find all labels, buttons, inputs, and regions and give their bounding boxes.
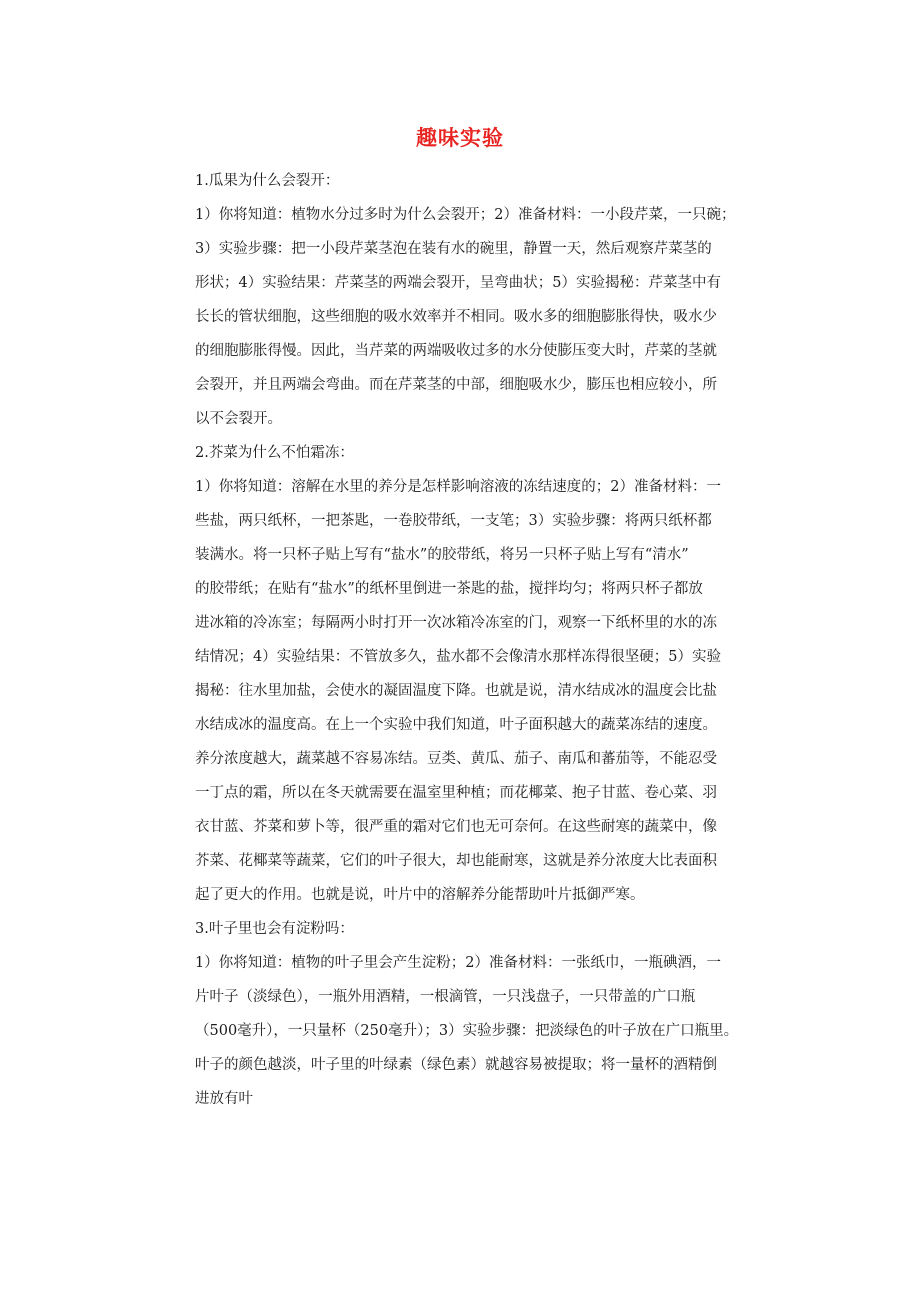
- body-line: 芥菜、花椰菜等蔬菜，它们的叶子很大，却也能耐寒，这就是养分浓度大比表面积: [195, 853, 717, 869]
- body-line: 1）你将知道：植物的叶子里会产生淀粉；2）准备材料：一张纸巾，一瓶碘酒，一: [195, 955, 721, 971]
- body-line: 的胶带纸；在贴有“盐水”的纸杯里倒进一茶匙的盐，搅拌均匀；将两只杯子都放: [195, 581, 703, 597]
- body-line: 结情况；4）实验结果：不管放多久，盐水都不会像清水那样冻得很坚硬；5）实验: [195, 649, 721, 665]
- body-line: 进冰箱的冷冻室；每隔两小时打开一次冰箱冷冻室的门，观察一下纸杯里的水的冻: [195, 615, 717, 631]
- body-line: 进放有叶: [195, 1091, 253, 1107]
- section-heading-1: 1.瓜果为什么会裂开：: [195, 173, 340, 189]
- body-line: 长长的管状细胞，这些细胞的吸水效率并不相同。吸水多的细胞膨胀得快，吸水少: [195, 309, 717, 325]
- page-title: 趣味实验: [416, 126, 504, 150]
- body-line: 1）你将知道：植物水分过多时为什么会裂开；2）准备材料：一小段芹菜，一只碗；: [195, 207, 736, 223]
- body-line: 装满水。将一只杯子贴上写有“盐水”的胶带纸，将另一只杯子贴上写有“清水”: [195, 547, 689, 563]
- body-line: 1）你将知道：溶解在水里的养分是怎样影响溶液的冻结速度的；2）准备材料：一: [195, 479, 721, 495]
- body-line: 会裂开，并且两端会弯曲。而在芹菜茎的中部，细胞吸水少，膨压也相应较小，所: [195, 377, 717, 393]
- body-line: 的细胞膨胀得慢。因此，当芹菜的两端吸收过多的水分使膨压变大时，芹菜的茎就: [195, 343, 717, 359]
- body-line: 片叶子（淡绿色），一瓶外用酒精，一根滴管，一只浅盘子，一只带盖的广口瓶: [195, 989, 696, 1005]
- body-line: 些盐，两只纸杯，一把茶匙，一卷胶带纸，一支笔；3）实验步骤：将两只纸杯都: [195, 513, 712, 529]
- body-line: 养分浓度越大，蔬菜越不容易冻结。豆类、黄瓜、茄子、南瓜和蕃茄等，不能忍受: [195, 751, 717, 767]
- body-line: 一丁点的霜，所以在冬天就需要在温室里种植；而花椰菜、抱子甘蓝、卷心菜、羽: [195, 785, 717, 801]
- body-line: （500毫升），一只量杯（250毫升）；3）实验步骤：把淡绿色的叶子放在广口瓶里。: [195, 1023, 739, 1039]
- body-line: 起了更大的作用。也就是说，叶片中的溶解养分能帮助叶片抵御严寒。: [195, 887, 645, 903]
- body-line: 以不会裂开。: [195, 411, 282, 427]
- body-line: 叶子的颜色越淡，叶子里的叶绿素（绿色素）就越容易被提取；将一量杯的酒精倒: [195, 1057, 717, 1073]
- section-heading-2: 2.芥菜为什么不怕霜冻：: [195, 445, 354, 461]
- body-line: 形状；4）实验结果：芹菜茎的两端会裂开，呈弯曲状；5）实验揭秘：芹菜茎中有: [195, 275, 721, 291]
- body-line: 衣甘蓝、芥菜和萝卜等，很严重的霜对它们也无可奈何。在这些耐寒的蔬菜中，像: [195, 819, 717, 835]
- body-line: 水结成冰的温度高。在上一个实验中我们知道，叶子面积越大的蔬菜冻结的速度。: [195, 717, 717, 733]
- body-line: 3）实验步骤：把一小段芹菜茎泡在装有水的碗里，静置一天，然后观察芹菜茎的: [195, 241, 712, 257]
- section-heading-3: 3.叶子里也会有淀粉吗：: [195, 921, 354, 937]
- body-line: 揭秘：往水里加盐，会使水的凝固温度下降。也就是说，清水结成冰的温度会比盐: [195, 683, 717, 699]
